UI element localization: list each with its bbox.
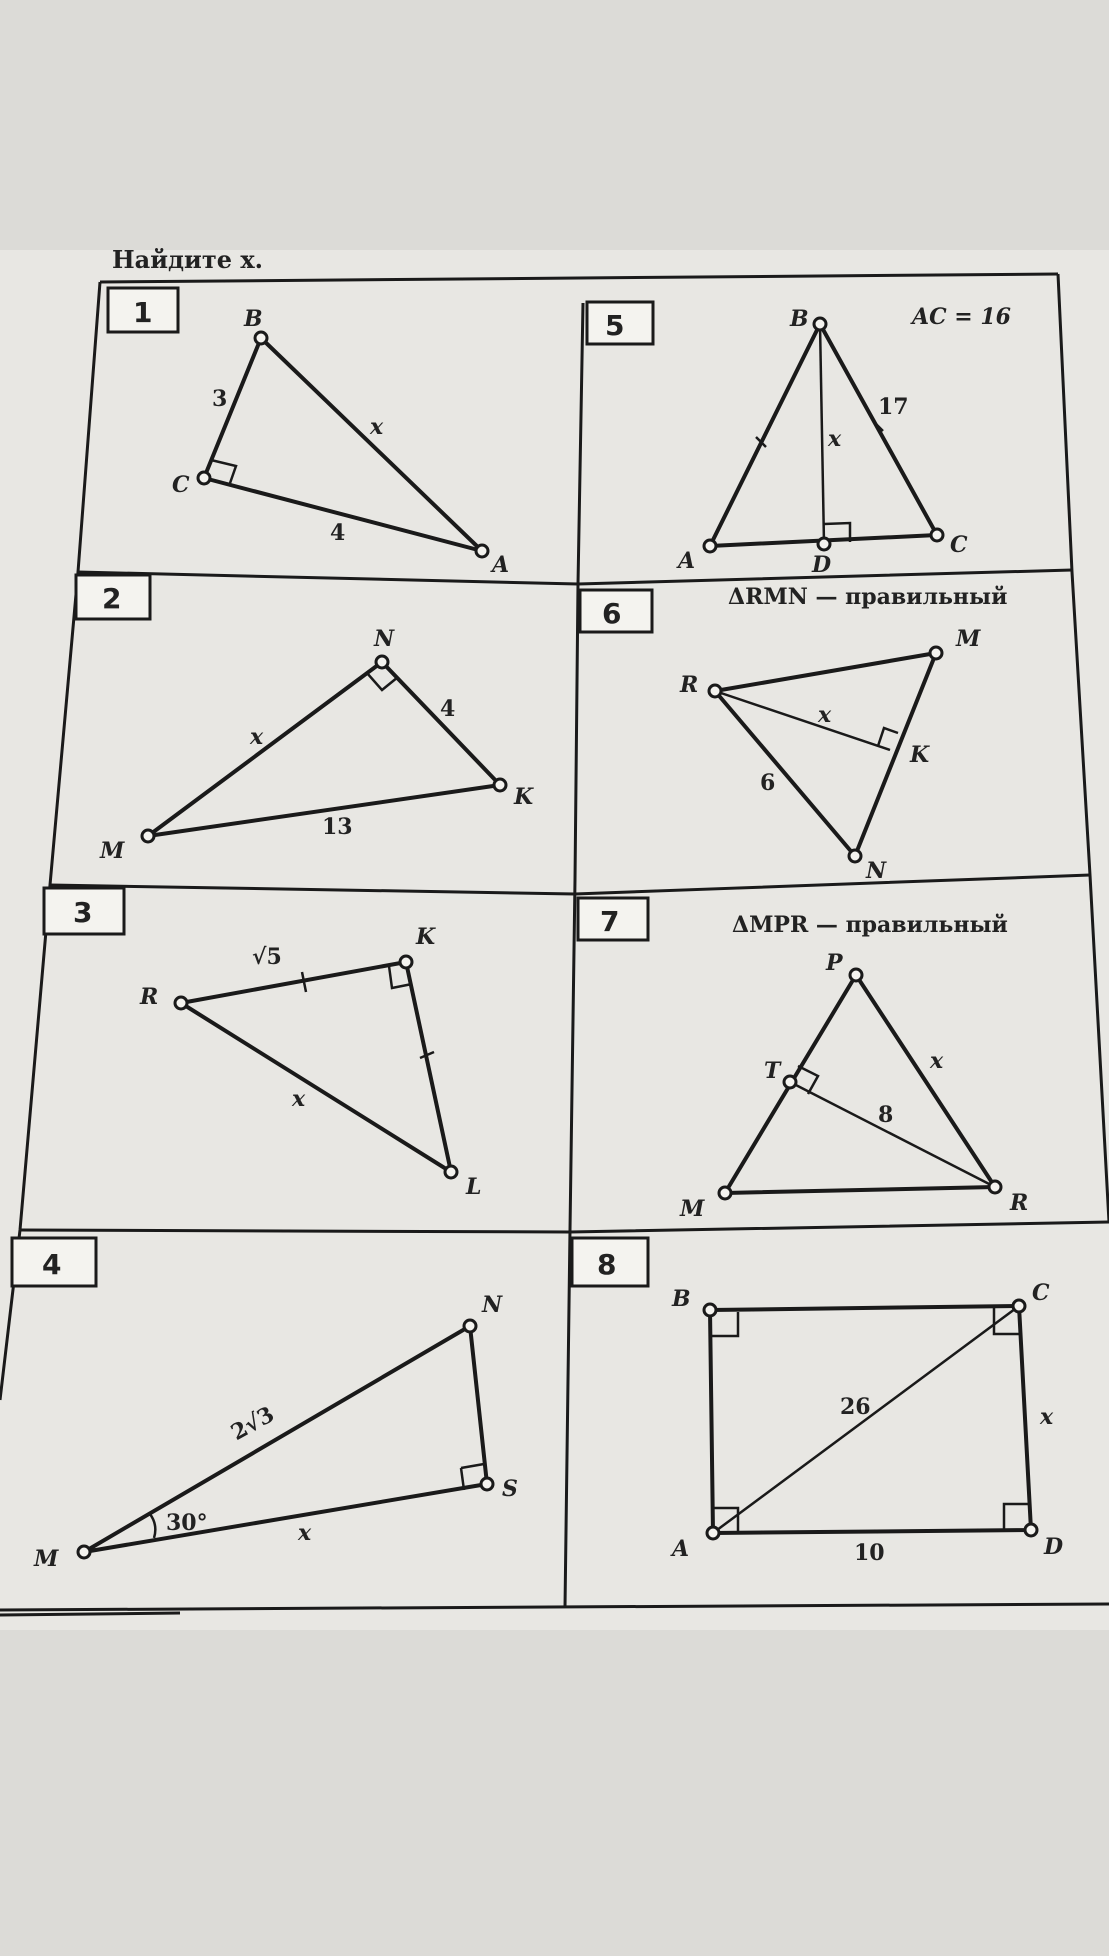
problem-number: 6 bbox=[602, 597, 622, 630]
vertex-label: B bbox=[790, 306, 809, 332]
vertex-label: M bbox=[34, 1546, 59, 1572]
vertex-label: C bbox=[1032, 1280, 1050, 1306]
side-label: 8 bbox=[878, 1102, 894, 1128]
vertex-label: M bbox=[680, 1196, 705, 1222]
number-box-4 bbox=[12, 1238, 96, 1286]
vertex-label: C bbox=[172, 472, 190, 498]
vertex-label: D bbox=[1044, 1534, 1064, 1560]
side-label: x bbox=[292, 1086, 306, 1112]
side-label: x bbox=[250, 724, 264, 750]
vertex-label: T bbox=[764, 1058, 781, 1084]
side-label: 4 bbox=[330, 520, 346, 546]
problem-number: 3 bbox=[73, 896, 93, 929]
problem-number: 1 bbox=[133, 296, 153, 329]
side-label: √5 bbox=[252, 944, 282, 970]
side-label: x bbox=[828, 426, 842, 452]
vertex-label: C bbox=[950, 532, 968, 558]
side-label: x bbox=[298, 1520, 312, 1546]
number-box-7 bbox=[578, 898, 648, 940]
vertex-label: B bbox=[672, 1286, 691, 1312]
problem-number: 8 bbox=[597, 1248, 617, 1281]
vertex-label: K bbox=[514, 784, 534, 810]
vertex-label: R bbox=[680, 672, 699, 698]
problem-number: 7 bbox=[600, 905, 620, 938]
vertex-label: N bbox=[866, 858, 887, 884]
vertex-label: A bbox=[678, 548, 696, 574]
worksheet-heading: Найдите x. bbox=[112, 245, 263, 274]
side-label: 10 bbox=[854, 1540, 885, 1566]
number-box-5 bbox=[587, 302, 653, 344]
side-label: x bbox=[818, 702, 832, 728]
side-label: 26 bbox=[840, 1394, 871, 1420]
vertex-label: M bbox=[956, 626, 981, 652]
vertex-label: D bbox=[812, 552, 832, 578]
vertex-label: R bbox=[1010, 1190, 1029, 1216]
vertex-label: P bbox=[826, 950, 843, 976]
vertex-label: B bbox=[244, 306, 263, 332]
side-label: x bbox=[930, 1048, 944, 1074]
vertex-label: S bbox=[502, 1476, 518, 1502]
number-box-2 bbox=[76, 575, 150, 619]
problem-number: 5 bbox=[605, 309, 625, 342]
side-label: x bbox=[1040, 1404, 1054, 1430]
vertex-label: A bbox=[672, 1536, 690, 1562]
vertex-label: N bbox=[482, 1292, 503, 1318]
vertex-label: M bbox=[100, 838, 125, 864]
problem-number: 2 bbox=[102, 582, 122, 615]
vertex-label: K bbox=[910, 742, 930, 768]
side-label: 13 bbox=[322, 814, 353, 840]
side-label: 2√3 bbox=[226, 1401, 279, 1446]
angle-label: 30° bbox=[166, 1510, 208, 1536]
vertex-label: N bbox=[374, 626, 395, 652]
side-label: 17 bbox=[878, 394, 909, 420]
side-label: x bbox=[370, 414, 384, 440]
side-label: 3 bbox=[212, 386, 228, 412]
number-box-8 bbox=[572, 1238, 648, 1286]
number-box-3 bbox=[44, 888, 124, 934]
vertex-label: R bbox=[140, 984, 159, 1010]
vertex-label: K bbox=[416, 924, 436, 950]
problem-condition: ΔMPR — правильный bbox=[732, 912, 1008, 938]
problem-number: 4 bbox=[42, 1248, 62, 1281]
side-label: 6 bbox=[760, 770, 776, 796]
problem-condition: AC = 16 bbox=[912, 304, 1011, 330]
problem-condition: ΔRMN — правильный bbox=[728, 584, 1008, 610]
vertex-label: A bbox=[492, 552, 510, 578]
vertex-label: L bbox=[466, 1174, 482, 1200]
number-box-6 bbox=[580, 590, 652, 632]
number-box-1 bbox=[108, 288, 178, 332]
side-label: 4 bbox=[440, 696, 456, 722]
